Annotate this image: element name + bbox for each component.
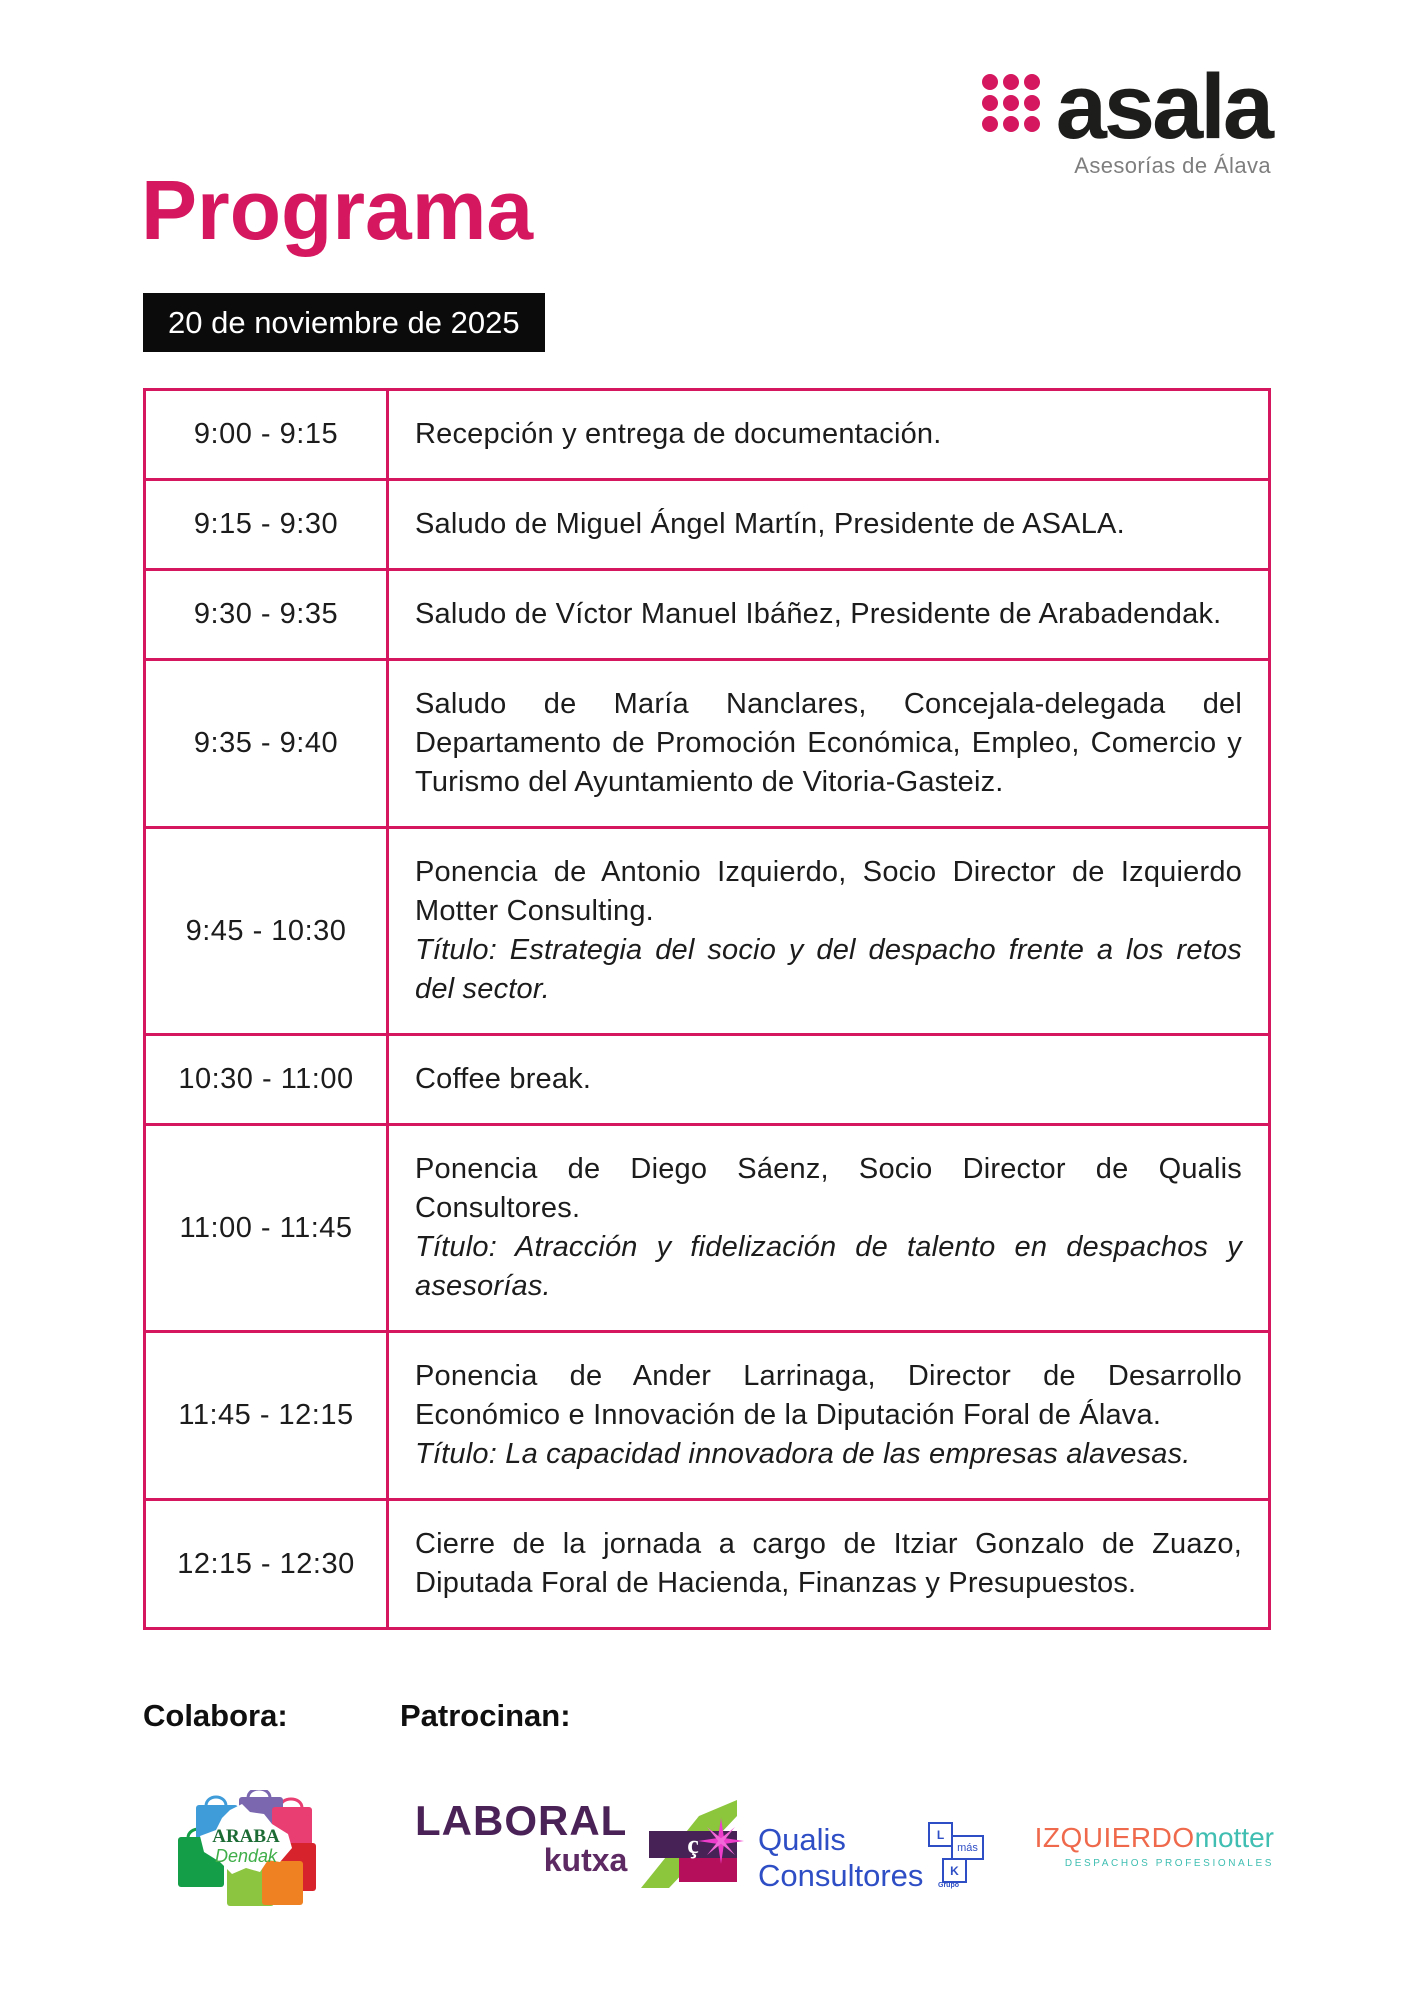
session-description: Saludo de Miguel Ángel Martín, Presidente de ASALA. [415, 508, 1125, 540]
asala-dot [982, 74, 998, 90]
session-description: Recepción y entrega de documentación. [415, 418, 942, 450]
lmk-grupo-badge [928, 1822, 990, 1894]
laboral-emblem-glyph: ç [687, 1830, 700, 1859]
laboral-kutxa-logo [415, 1797, 737, 1888]
asala-dot [982, 95, 998, 111]
asala-dot [1024, 95, 1040, 111]
session-description: Saludo de Víctor Manuel Ibáñez, Presidente de Arabadendak. [415, 598, 1222, 630]
talk-title: Título: Estrategia del socio y del despacho frente a los retos del sector. [415, 934, 1242, 1005]
asala-logo [982, 56, 1271, 179]
schedule-time: 9:45 - 10:30 [145, 828, 388, 1035]
asala-dot [1003, 116, 1019, 132]
qualis-consultores-logo [698, 1818, 923, 1893]
schedule-description-cell [388, 570, 1270, 660]
asala-dot [1024, 116, 1040, 132]
schedule-row [145, 660, 1270, 828]
asala-wordmark: asala [1055, 56, 1271, 158]
schedule-row [145, 570, 1270, 660]
colabora-label: Colabora: [143, 1698, 288, 1733]
asala-dot [982, 116, 998, 132]
lmk-l-box: L [928, 1822, 953, 1847]
kutxa-text: kutxa [543, 1842, 628, 1878]
schedule-time: 9:30 - 9:35 [145, 570, 388, 660]
schedule-description-cell [388, 480, 1270, 570]
izquierdo-tagline: DESPACHOS PROFESIONALES [1064, 1858, 1274, 1869]
asala-dots-icon [982, 74, 1040, 132]
session-description: Coffee break. [415, 1063, 592, 1095]
izquierdo-text: IZQUIERDO [1034, 1822, 1195, 1853]
schedule-description-cell [388, 1332, 1270, 1500]
schedule-description-cell [388, 828, 1270, 1035]
dendak-text: Dendak [214, 1846, 278, 1866]
lmk-mas-box: más [951, 1835, 984, 1860]
motter-text: motter [1194, 1822, 1274, 1853]
lmk-caption: Grupo [938, 1882, 959, 1889]
talk-title: Título: La capacidad innovadora de las empresas alavesas. [415, 1438, 1191, 1470]
asala-tagline: Asesorías de Álava [1074, 153, 1271, 179]
page-title: Programa [141, 163, 534, 257]
asala-dot [1003, 74, 1019, 90]
session-description: Cierre de la jornada a cargo de Itziar Gonzalo de Zuazo, Diputada Foral de Hacienda, Finanzas y Presupuestos. [415, 1528, 1242, 1599]
schedule-row [145, 828, 1270, 1035]
schedule-time: 10:30 - 11:00 [145, 1035, 388, 1125]
schedule-time: 11:45 - 12:15 [145, 1332, 388, 1500]
date-badge: 20 de noviembre de 2025 [143, 293, 545, 352]
laboral-text: LABORAL [415, 1797, 628, 1844]
schedule-description-cell [388, 1500, 1270, 1629]
araba-dendak-bags-icon [176, 1790, 318, 1908]
schedule-description-cell [388, 660, 1270, 828]
session-description: Saludo de María Nanclares, Concejala-delegada del Departamento de Promoción Económica, Empleo, Comercio y Turismo del Ayuntamiento de Vitoria-Gasteiz. [415, 688, 1242, 798]
schedule-time: 12:15 - 12:30 [145, 1500, 388, 1629]
asala-dot [1003, 95, 1019, 111]
session-description: Ponencia de Ander Larrinaga, Director de Desarrollo Económico e Innovación de la Diputación Foral de Álava. [415, 1360, 1242, 1431]
patrocinan-label: Patrocinan: [400, 1698, 571, 1733]
consultores-text: Consultores [758, 1857, 924, 1893]
laboral-kutxa-wordmark [415, 1797, 628, 1878]
schedule-row [145, 1332, 1270, 1500]
schedule-time: 9:00 - 9:15 [145, 390, 388, 480]
lmk-k-box: K [942, 1858, 967, 1883]
qualis-wordmark [758, 1822, 923, 1893]
araba-dendak-logo [176, 1790, 318, 1913]
schedule-row [145, 390, 1270, 480]
schedule-description-cell [388, 1035, 1270, 1125]
izquierdo-motter-logo [1012, 1824, 1274, 1869]
schedule-row [145, 1035, 1270, 1125]
araba-text: ARABA [212, 1826, 280, 1847]
schedule-description-cell [388, 1125, 1270, 1332]
asala-dot [1024, 74, 1040, 90]
schedule-table [143, 388, 1271, 1630]
qualis-text: Qualis [758, 1822, 846, 1857]
asala-logo-row [982, 56, 1271, 158]
schedule-row [145, 1500, 1270, 1629]
schedule-description-cell [388, 390, 1270, 480]
izquierdo-motter-wordmark [1012, 1824, 1274, 1852]
session-description: Ponencia de Diego Sáenz, Socio Director de Qualis Consultores. [415, 1153, 1242, 1224]
schedule-time: 9:35 - 9:40 [145, 660, 388, 828]
schedule-time: 9:15 - 9:30 [145, 480, 388, 570]
qualis-star-icon [698, 1818, 744, 1864]
talk-title: Título: Atracción y fidelización de talento en despachos y asesorías. [415, 1231, 1242, 1302]
schedule-row [145, 480, 1270, 570]
schedule-row [145, 1125, 1270, 1332]
schedule-time: 11:00 - 11:45 [145, 1125, 388, 1332]
session-description: Ponencia de Antonio Izquierdo, Socio Director de Izquierdo Motter Consulting. [415, 856, 1242, 927]
